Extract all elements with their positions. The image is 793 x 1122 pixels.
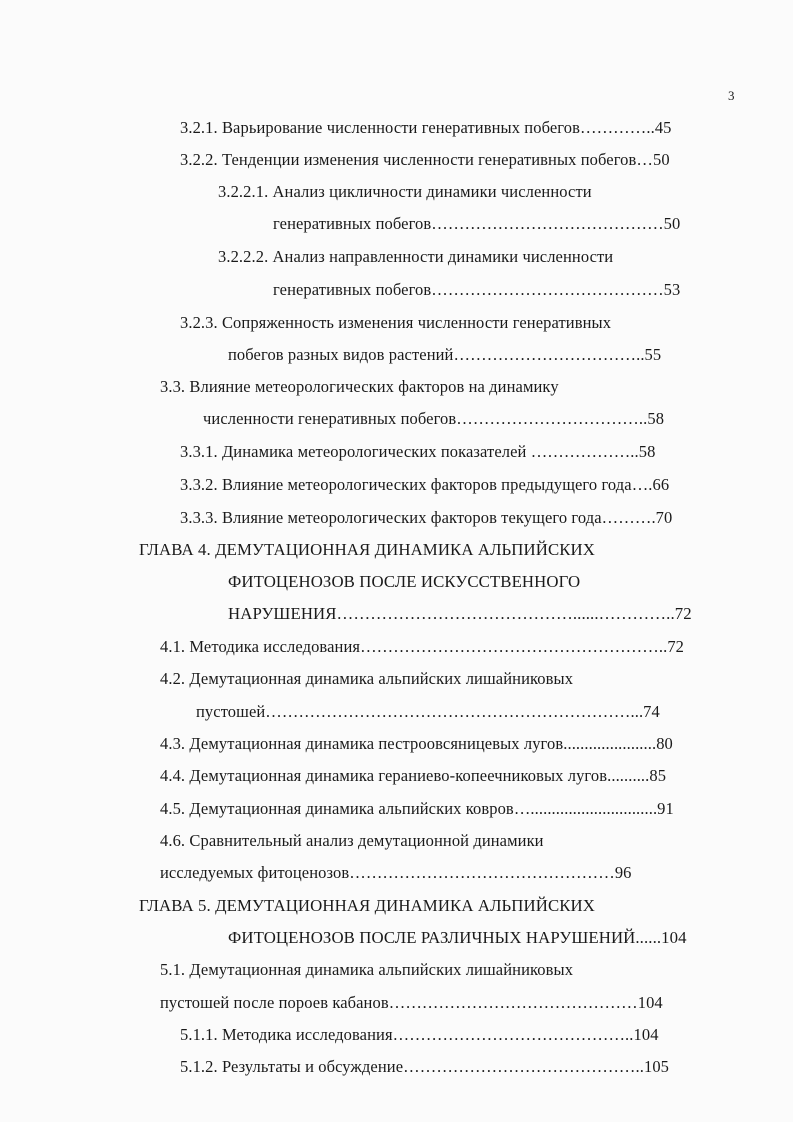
toc-entry: 3.3.1. Динамика метеорологических показателей ………………..58 bbox=[180, 442, 656, 461]
toc-entry: 3.3.2. Влияние метеорологических факторов предыдущего года….66 bbox=[180, 475, 670, 494]
toc-entry: пустошей после пороев кабанов………………………………………104 bbox=[160, 993, 663, 1012]
toc-entry: 4.4. Демутационная динамика гераниево-копеечниковых лугов..........85 bbox=[160, 766, 667, 785]
toc-entry: 4.2. Демутационная динамика альпийских лишайниковых bbox=[160, 669, 574, 688]
toc-entry: 3.2.1. Варьирование численности генеративных побегов…………..45 bbox=[180, 118, 672, 137]
toc-entry: пустошей…………………………………………………………...74 bbox=[196, 702, 660, 721]
toc-entry: 3.3. Влияние метеорологических факторов на динамику bbox=[160, 377, 559, 396]
toc-entry: 4.5. Демутационная динамика альпийских ковров…..............................91 bbox=[160, 799, 674, 818]
toc-entry: 4.1. Методика исследования………………………………………………..72 bbox=[160, 637, 685, 656]
chapter-heading: ФИТОЦЕНОЗОВ ПОСЛЕ ИСКУССТВЕННОГО bbox=[228, 572, 581, 591]
toc-entry: исследуемых фитоценозов…………………………………………96 bbox=[160, 863, 632, 882]
chapter-heading: ГЛАВА 5. ДЕМУТАЦИОННАЯ ДИНАМИКА АЛЬПИЙСКИХ bbox=[139, 896, 595, 915]
page-number: 3 bbox=[728, 88, 735, 103]
toc-entry: 3.2.2.1. Анализ цикличности динамики численности bbox=[218, 182, 592, 201]
toc-entry: побегов разных видов растений……………………………..55 bbox=[228, 345, 662, 364]
toc-entry: 5.1.2. Результаты и обсуждение……………………………………..105 bbox=[180, 1057, 670, 1076]
toc-entry: 3.2.2. Тенденции изменения численности генеративных побегов…50 bbox=[180, 150, 670, 169]
toc-entry: 4.6. Сравнительный анализ демутационной динамики bbox=[160, 831, 544, 850]
toc-entry: генеративных побегов……………………………………50 bbox=[273, 214, 681, 233]
chapter-heading: ФИТОЦЕНОЗОВ ПОСЛЕ РАЗЛИЧНЫХ НАРУШЕНИЙ......104 bbox=[228, 928, 687, 947]
toc-entry: 3.2.3. Сопряженность изменения численности генеративных bbox=[180, 313, 612, 332]
toc-entry: генеративных побегов……………………………………53 bbox=[273, 280, 681, 299]
chapter-heading: НАРУШЕНИЯ……………………………………......…………..72 bbox=[228, 604, 692, 623]
chapter-heading: ГЛАВА 4. ДЕМУТАЦИОННАЯ ДИНАМИКА АЛЬПИЙСКИХ bbox=[139, 540, 595, 559]
toc-entry: 4.3. Демутационная динамика пестроовсяницевых лугов......................80 bbox=[160, 734, 673, 753]
toc-entry: 5.1.1. Методика исследования……………………………………..104 bbox=[180, 1025, 659, 1044]
toc-entry: 3.3.3. Влияние метеорологических факторов текущего года……….70 bbox=[180, 508, 673, 527]
toc-entry: 3.2.2.2. Анализ направленности динамики численности bbox=[218, 247, 614, 266]
toc-entry: численности генеративных побегов……………………………..58 bbox=[203, 409, 665, 428]
toc-entry: 5.1. Демутационная динамика альпийских лишайниковых bbox=[160, 960, 574, 979]
